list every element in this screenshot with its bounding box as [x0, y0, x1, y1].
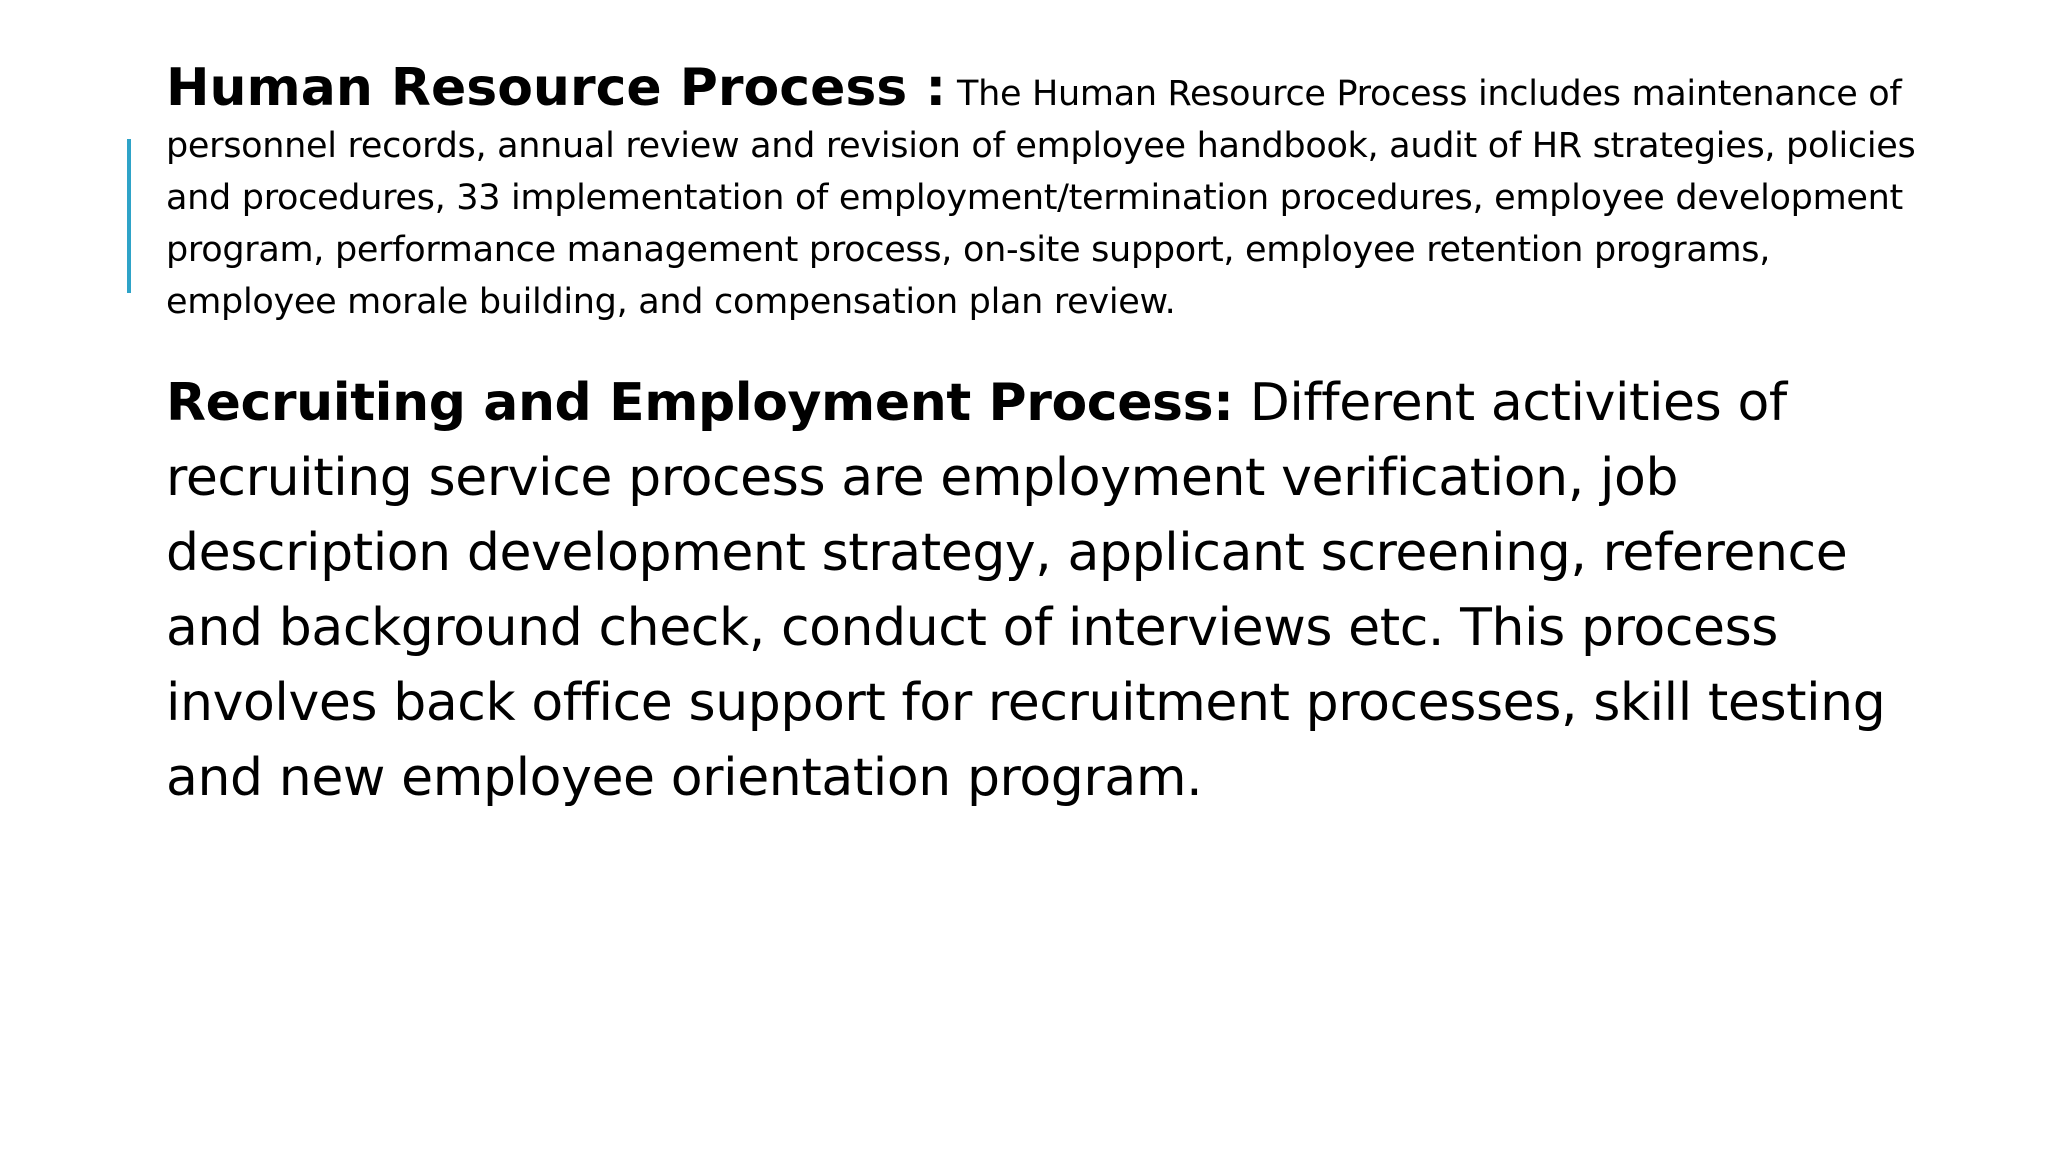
recruiting-process-paragraph: [166, 366, 1926, 816]
recruiting-process-heading: Recruiting and Employment Process:: [166, 373, 1234, 433]
accent-bar: [127, 139, 131, 293]
hr-process-text: The Human Resource Process includes maintenance of personnel records, annual review and revision of employee handbook, audit of HR strategies, policies and procedures, 33 implementation of employment/termination procedures, employee development program, performance management process, on-site support, employee retention programs, employee morale building, and compensation plan review.: [166, 74, 1916, 322]
hr-process-heading: Human Resource Process :: [166, 58, 947, 118]
slide-content: [166, 58, 1926, 816]
recruiting-process-text: Different activities of recruiting service process are employment verification, job description development strategy, applicant screening, reference and background check, conduct of interviews etc. This process involves back office support for recruitment processes, skill testing and new employee orientation program.: [166, 373, 1886, 808]
hr-process-paragraph: [166, 58, 1926, 328]
